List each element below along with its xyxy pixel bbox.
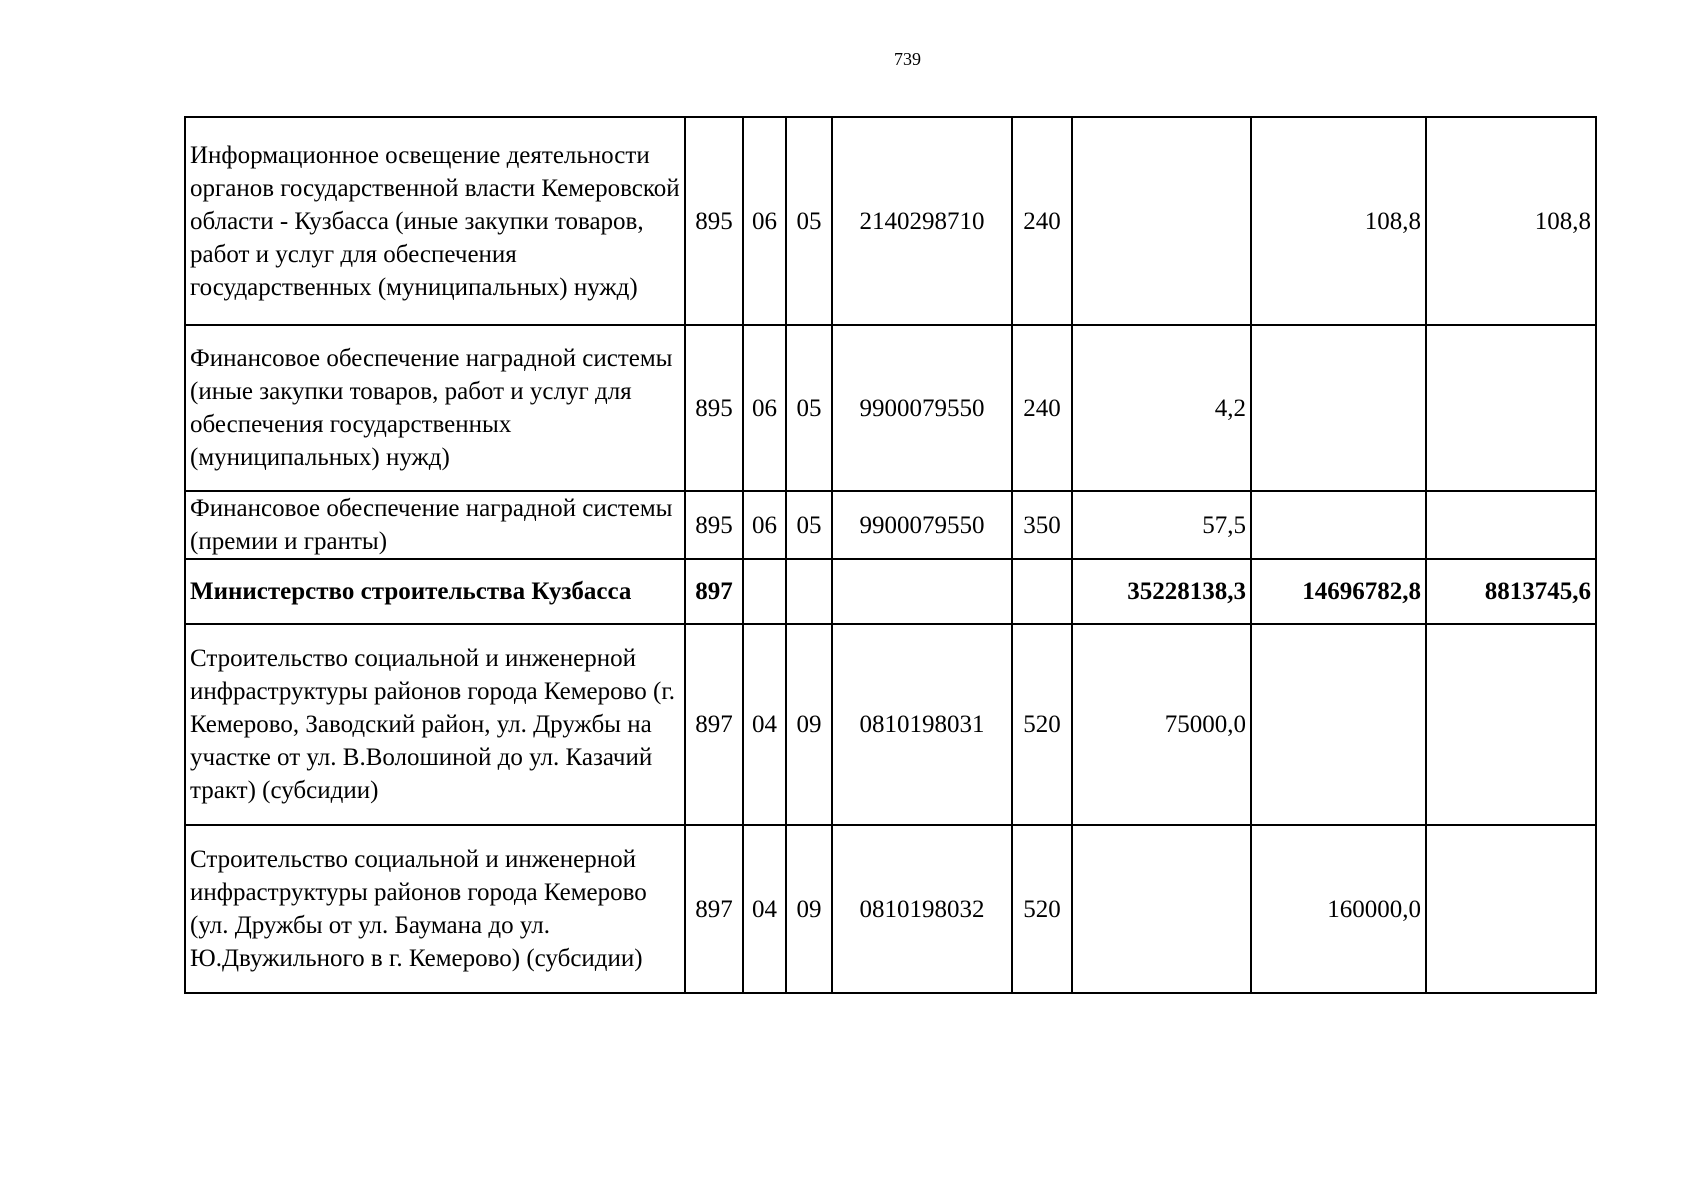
target-article-code: 2140298710 [832,117,1012,325]
subsection-code [786,559,832,624]
section-code: 04 [743,825,786,993]
grbs-code: 897 [685,624,743,825]
section-code: 06 [743,117,786,325]
section-code: 06 [743,325,786,491]
table-row [185,559,1596,624]
amount-year-1: 35228138,3 [1072,559,1251,624]
grbs-code: 895 [685,117,743,325]
row-name: Информационное освещение деятельности органов государственной власти Кемеровской области - Кузбасса (иные закупки товаров, работ и услуг для обеспечения государственных (муниципальных) нужд) [185,117,685,325]
budget-table [184,116,1597,994]
amount-year-3 [1426,325,1596,491]
expense-type-code: 240 [1012,117,1072,325]
table-row [185,117,1596,325]
expense-type-code: 520 [1012,624,1072,825]
page-number: 739 [894,49,921,69]
grbs-code: 895 [685,491,743,559]
table-row [185,624,1596,825]
target-article-code [832,559,1012,624]
table-row [185,491,1596,559]
section-code: 06 [743,491,786,559]
amount-year-2: 14696782,8 [1251,559,1426,624]
amount-year-1 [1072,825,1251,993]
grbs-code: 897 [685,825,743,993]
grbs-code: 897 [685,559,743,624]
amount-year-3: 8813745,6 [1426,559,1596,624]
amount-year-3 [1426,825,1596,993]
amount-year-2 [1251,491,1426,559]
amount-year-2 [1251,624,1426,825]
amount-year-3 [1426,624,1596,825]
section-code: 04 [743,624,786,825]
expense-type-code [1012,559,1072,624]
grbs-code: 895 [685,325,743,491]
subsection-code: 09 [786,825,832,993]
amount-year-3 [1426,491,1596,559]
row-name: Министерство строительства Кузбасса [185,559,685,624]
amount-year-3: 108,8 [1426,117,1596,325]
row-name: Строительство социальной и инженерной инфраструктуры районов города Кемерово (ул. Дружбы от ул. Баумана до ул. Ю.Двужильного в г. Кемерово) (субсидии) [185,825,685,993]
target-article-code: 9900079550 [832,491,1012,559]
subsection-code: 05 [786,325,832,491]
table-row [185,825,1596,993]
table-row [185,325,1596,491]
amount-year-2: 160000,0 [1251,825,1426,993]
row-name: Строительство социальной и инженерной инфраструктуры районов города Кемерово (г. Кемерово, Заводский район, ул. Дружбы на участке от ул. В.Волошиной до ул. Казачий тракт) (субсидии) [185,624,685,825]
subsection-code: 05 [786,491,832,559]
row-name: Финансовое обеспечение наградной системы (иные закупки товаров, работ и услуг для обеспечения государственных (муниципальных) нужд) [185,325,685,491]
subsection-code: 09 [786,624,832,825]
expense-type-code: 350 [1012,491,1072,559]
section-code [743,559,786,624]
amount-year-2 [1251,325,1426,491]
amount-year-1 [1072,117,1251,325]
amount-year-1: 4,2 [1072,325,1251,491]
expense-type-code: 240 [1012,325,1072,491]
amount-year-1: 57,5 [1072,491,1251,559]
row-name: Финансовое обеспечение наградной системы (премии и гранты) [185,491,685,559]
amount-year-1: 75000,0 [1072,624,1251,825]
expense-type-code: 520 [1012,825,1072,993]
subsection-code: 05 [786,117,832,325]
amount-year-2: 108,8 [1251,117,1426,325]
target-article-code: 0810198032 [832,825,1012,993]
target-article-code: 0810198031 [832,624,1012,825]
target-article-code: 9900079550 [832,325,1012,491]
